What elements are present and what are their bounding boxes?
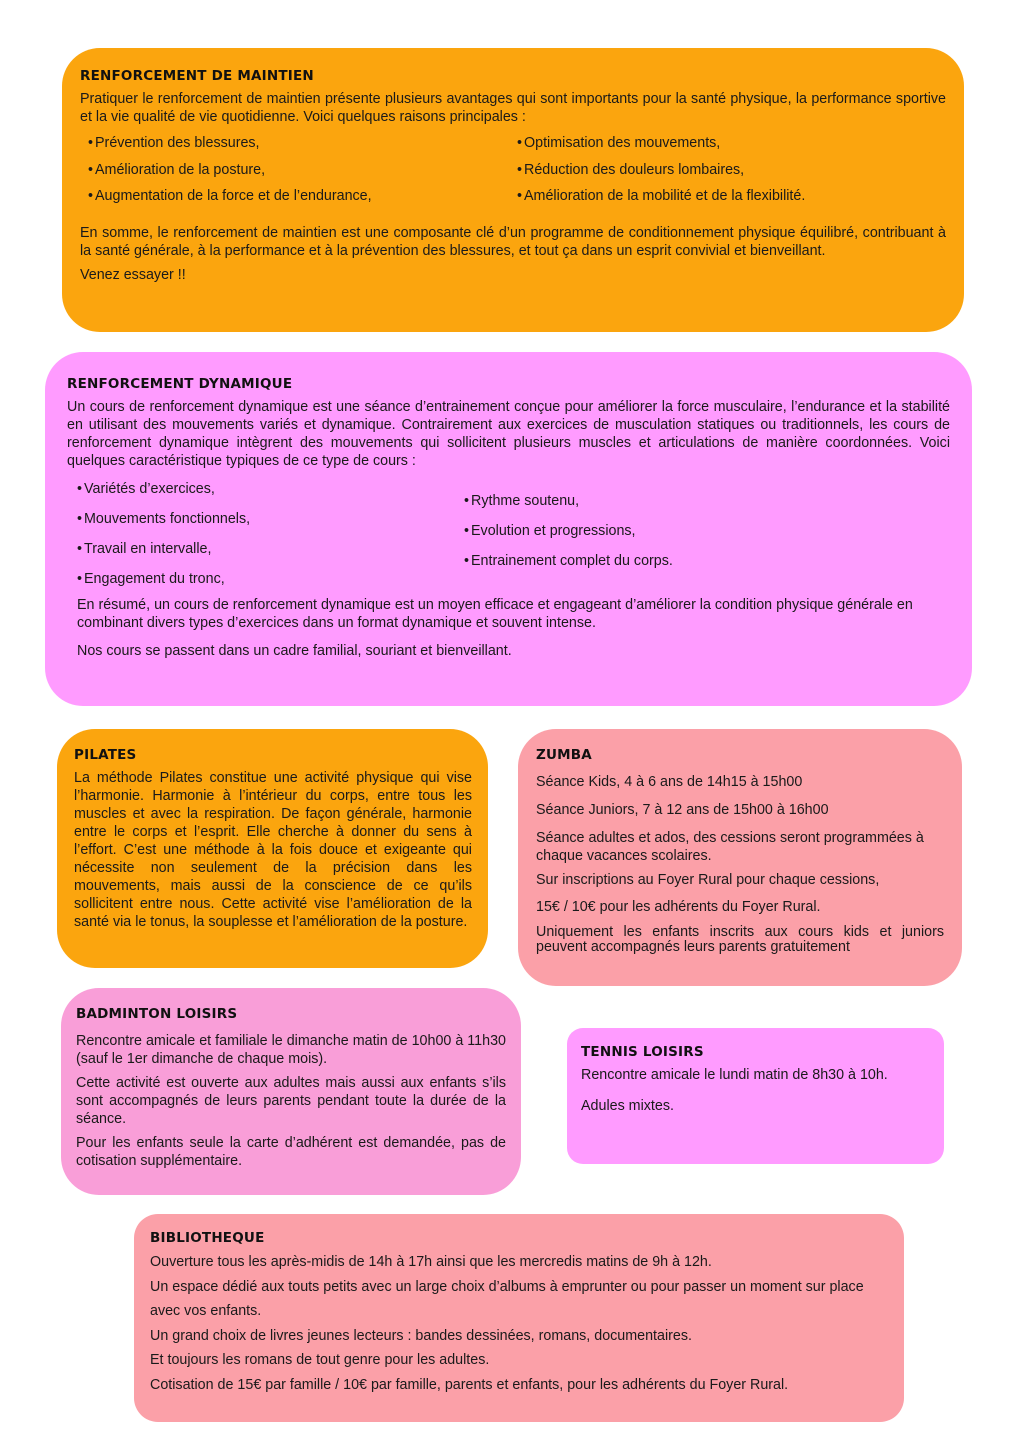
- section-renforcement-dynamique: [45, 352, 972, 706]
- section-zumba: [518, 729, 962, 986]
- intro-text: Un cours de renforcement dynamique est une séance d’entrainement conçue pour améliorer la force musculaire, l’endurance et la stabilité en utilisant des mouvements variés et dynamique. Contrairement aux exercices de musculation statiques ou traditionnels, les cours de renforcement dynamique intègrent des mouvements qui sollicitent plusieurs muscles et articulations de manière coordonnées. Voici quelques caractéristique typiques de ce type de cours :: [67, 399, 950, 469]
- badminton-line: Pour les enfants seule la carte d’adhérent est demandée, pas de cotisation supplémentaire.: [76, 1135, 506, 1169]
- pilates-text: La méthode Pilates constitue une activité physique qui vise l’harmonie. Harmonie à l’intérieur du corps, entre tous les muscles et avec la respiration. De façon générale, harmonie entre le corps et l’esprit. Elle cherche à donner du sens à l’effort. C’est une méthode à la fois douce et exigeante qui nécessite non seulement de la précision dans les mouvements, mais aussi de la conscience de ce qu’ils sollicitent entre nous. Cette activité vise l’amélioration de la santé via le tonus, la souplesse et l’amélioration de la posture.: [74, 770, 472, 930]
- list-item: • Engagement du tronc,: [77, 570, 464, 588]
- section-title: PILATES: [74, 747, 137, 763]
- section-title: ZUMBA: [536, 747, 592, 763]
- bullet-list-right: [464, 480, 950, 592]
- list-item: • Entrainement complet du corps.: [464, 552, 950, 570]
- list-item: • Mouvements fonctionnels,: [77, 510, 464, 528]
- bibliotheque-line: Ouverture tous les après-midis de 14h à 17h ainsi que les mercredis matins de 9h à 12h.: [150, 1254, 712, 1270]
- list-item: • Réduction des douleurs lombaires,: [517, 161, 946, 179]
- list-item: • Variétés d’exercices,: [77, 480, 464, 498]
- tennis-line: Adules mixtes.: [581, 1098, 674, 1114]
- list-item: • Optimisation des mouvements,: [517, 134, 946, 152]
- list-item: • Amélioration de la posture,: [88, 161, 517, 179]
- section-title: RENFORCEMENT DYNAMIQUE: [67, 376, 293, 392]
- section-badminton: [61, 988, 521, 1195]
- list-item: • Augmentation de la force et de l’endurance,: [88, 187, 517, 205]
- summary-text: En résumé, un cours de renforcement dynamique est un moyen efficace et engageant d’améliorer la condition physique générale en combinant divers types d’exercices dans un format dynamique et souvent intense.: [77, 597, 913, 631]
- list-item: • Amélioration de la mobilité et de la flexibilité.: [517, 187, 946, 205]
- list-item: • Rythme soutenu,: [464, 492, 950, 510]
- closing-text: Nos cours se passent dans un cadre familial, souriant et bienveillant.: [77, 643, 512, 659]
- section-bibliotheque: [134, 1214, 904, 1422]
- bibliotheque-line: Un espace dédié aux touts petits avec un large choix d’albums à emprunter ou pour passer un moment sur place avec vos enfants.: [150, 1278, 864, 1319]
- list-item: • Prévention des blessures,: [88, 134, 517, 152]
- zumba-line: Séance Kids, 4 à 6 ans de 14h15 à 15h00: [536, 774, 803, 790]
- section-title: BADMINTON LOISIRS: [76, 1006, 238, 1022]
- list-item: • Evolution et progressions,: [464, 522, 950, 540]
- section-title: TENNIS LOISIRS: [581, 1044, 704, 1060]
- section-title: RENFORCEMENT DE MAINTIEN: [80, 68, 314, 84]
- bibliotheque-line: Un grand choix de livres jeunes lecteurs : bandes dessinées, romans, documentaires.: [150, 1327, 692, 1344]
- zumba-line: 15€ / 10€ pour les adhérents du Foyer Rural.: [536, 899, 821, 915]
- zumba-line: Séance adultes et ados, des cessions seront programmées à chaque vacances scolaires.: [536, 830, 924, 864]
- zumba-line: Sur inscriptions au Foyer Rural pour chaque cessions,: [536, 872, 880, 888]
- list-item: • Travail en intervalle,: [77, 540, 464, 558]
- section-title: BIBLIOTHEQUE: [150, 1230, 265, 1246]
- section-renforcement-maintien: [62, 48, 964, 332]
- bullet-list-left: [88, 134, 517, 214]
- zumba-line: Séance Juniors, 7 à 12 ans de 15h00 à 16h00: [536, 802, 829, 818]
- cta-text: Venez essayer !!: [80, 266, 186, 283]
- section-pilates: [57, 729, 488, 968]
- section-tennis: [567, 1028, 944, 1164]
- bibliotheque-line: Cotisation de 15€ par famille / 10€ par famille, parents et enfants, pour les adhérents du Foyer Rural.: [150, 1376, 789, 1393]
- tennis-line: Rencontre amicale le lundi matin de 8h30 à 10h.: [581, 1067, 888, 1083]
- bullet-list-left: [77, 480, 464, 592]
- badminton-line: Rencontre amicale et familiale le dimanche matin de 10h00 à 11h30 (sauf le 1er dimanche de chaque mois).: [76, 1033, 506, 1067]
- bullet-list-right: [517, 134, 946, 214]
- bibliotheque-line: Et toujours les romans de tout genre pour les adultes.: [150, 1352, 490, 1368]
- intro-text: Pratiquer le renforcement de maintien présente plusieurs avantages qui sont importants pour la santé physique, la performance sportive et la vie qualité de vie quotidienne. Voici quelques raisons principales :: [80, 91, 946, 125]
- badminton-line: Cette activité est ouverte aux adultes mais aussi aux enfants s’ils sont accompagnés de leurs parents pendant toute la durée de la séance.: [76, 1075, 506, 1127]
- summary-text: En somme, le renforcement de maintien est une composante clé d’un programme de conditionnement physique équilibré, contribuant à la santé générale, à la performance et à la prévention des blessures, et tout ça dans un esprit convivial et bienveillant.: [80, 224, 946, 259]
- zumba-line: Uniquement les enfants inscrits aux cours kids et juniors peuvent accompagnés leurs parents gratuitement: [536, 924, 944, 955]
